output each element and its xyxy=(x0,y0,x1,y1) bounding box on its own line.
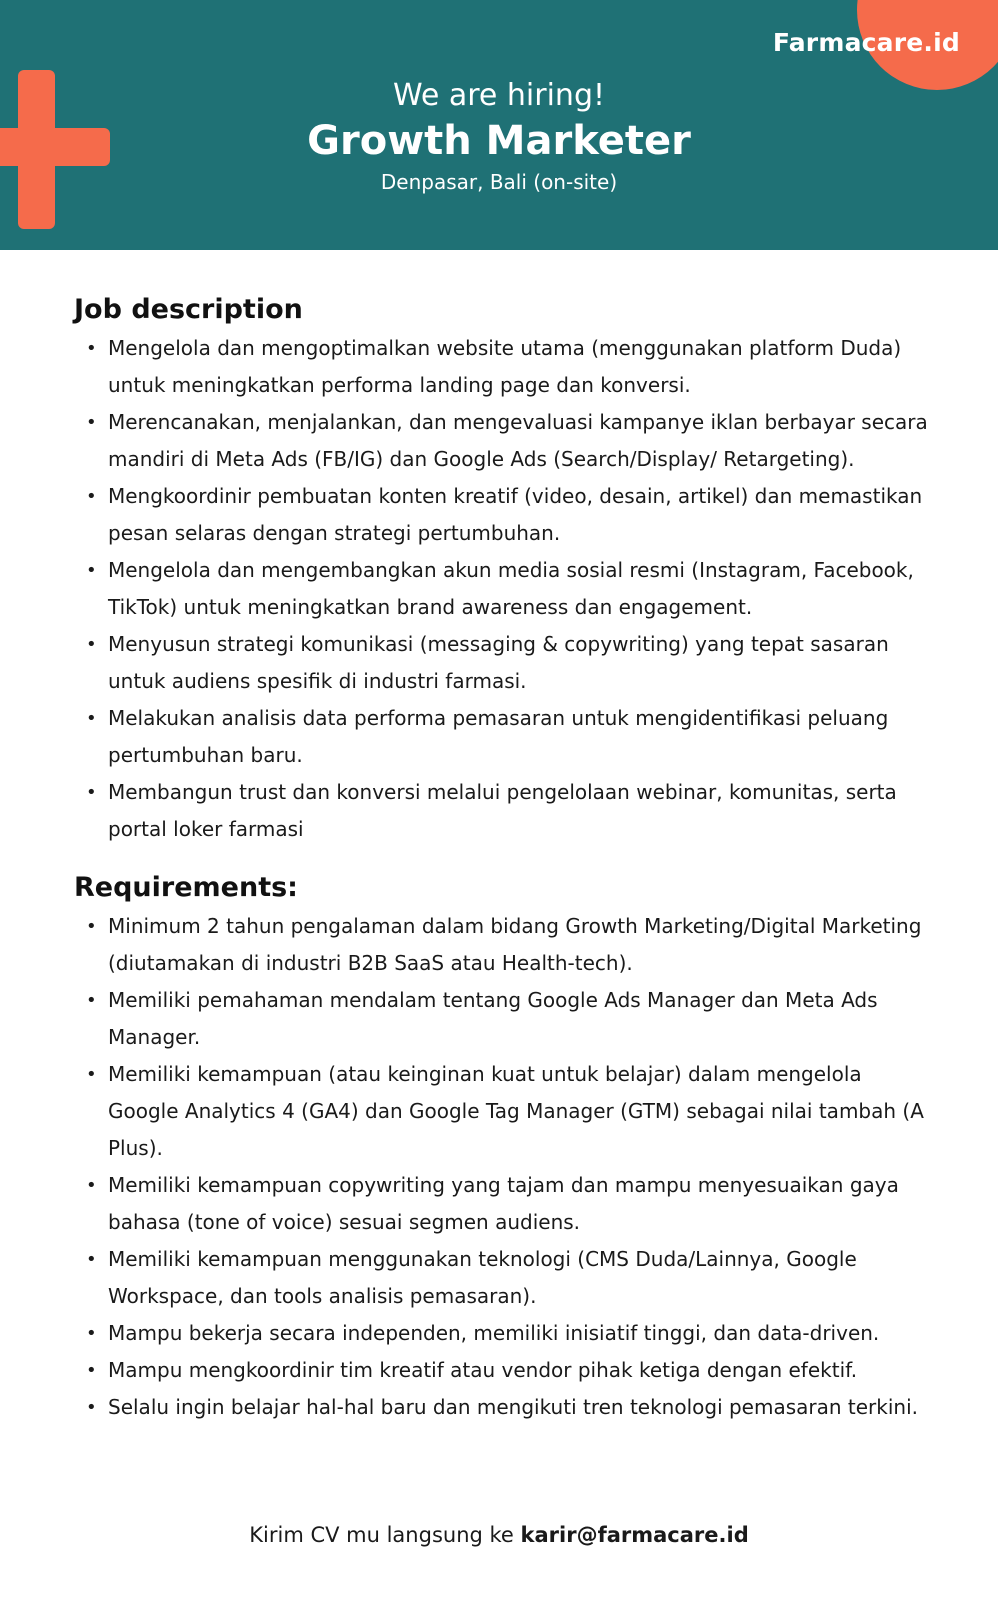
header-banner xyxy=(0,0,998,250)
job-description-heading: Job description xyxy=(74,294,303,325)
farmacare-logo xyxy=(773,28,960,57)
job-title: Growth Marketer xyxy=(307,118,691,164)
job-content xyxy=(74,292,934,1426)
list-item: • Merencanakan, menjalankan, dan mengevaluasi kampanye iklan berbayar secara mandiri di Meta Ads (FB/IG) dan Google Ads (Search/Display/ Retargeting). xyxy=(74,404,934,478)
career-email-link[interactable]: karir@farmacare.id xyxy=(520,1523,749,1547)
job-location: Denpasar, Bali (on-site) xyxy=(380,170,618,194)
list-item: • Mampu bekerja secara independen, memiliki inisiatif tinggi, dan data-driven. xyxy=(74,1315,934,1352)
list-item: • Mengelola dan mengembangkan akun media sosial resmi (Instagram, Facebook, TikTok) untuk meningkatkan brand awareness dan engagement. xyxy=(74,552,934,626)
requirements-heading: Requirements: xyxy=(74,872,298,903)
apply-instruction xyxy=(0,1523,998,1547)
list-item: • Selalu ingin belajar hal-hal baru dan mengikuti tren teknologi pemasaran terkini. xyxy=(74,1389,934,1426)
list-item: • Mampu mengkoordinir tim kreatif atau vendor pihak ketiga dengan efektif. xyxy=(74,1352,934,1389)
requirements-list xyxy=(74,908,934,1426)
list-item: • Memiliki kemampuan (atau keinginan kuat untuk belajar) dalam mengelola Google Analytics 4 (GA4) dan Google Tag Manager (GTM) sebagai nilai tambah (A Plus). xyxy=(74,1056,934,1167)
apply-prefix: Kirim CV mu langsung ke xyxy=(249,1523,521,1547)
list-item: • Memiliki pemahaman mendalam tentang Google Ads Manager dan Meta Ads Manager. xyxy=(74,982,934,1056)
list-item: • Memiliki kemampuan copywriting yang tajam dan mampu menyesuaikan gaya bahasa (tone of voice) sesuai segmen audiens. xyxy=(74,1167,934,1241)
list-item: • Memiliki kemampuan menggunakan teknologi (CMS Duda/Lainnya, Google Workspace, dan tools analisis pemasaran). xyxy=(74,1241,934,1315)
list-item: • Membangun trust dan konversi melalui pengelolaan webinar, komunitas, serta portal loker farmasi xyxy=(74,774,934,848)
list-item: • Mengkoordinir pembuatan konten kreatif (video, desain, artikel) dan memastikan pesan selaras dengan strategi pertumbuhan. xyxy=(74,478,934,552)
logo-text: Farmacare.id xyxy=(772,28,960,57)
list-item: • Mengelola dan mengoptimalkan website utama (menggunakan platform Duda) untuk meningkatkan performa landing page dan konversi. xyxy=(74,330,934,404)
list-item: • Melakukan analisis data performa pemasaran untuk mengidentifikasi peluang pertumbuhan baru. xyxy=(74,700,934,774)
job-description-list xyxy=(74,330,934,848)
list-item: • Menyusun strategi komunikasi (messaging & copywriting) yang tepat sasaran untuk audiens spesifik di industri farmasi. xyxy=(74,626,934,700)
hiring-tagline: We are hiring! xyxy=(392,78,606,113)
list-item: • Minimum 2 tahun pengalaman dalam bidang Growth Marketing/Digital Marketing (diutamakan di industri B2B SaaS atau Health-tech). xyxy=(74,908,934,982)
